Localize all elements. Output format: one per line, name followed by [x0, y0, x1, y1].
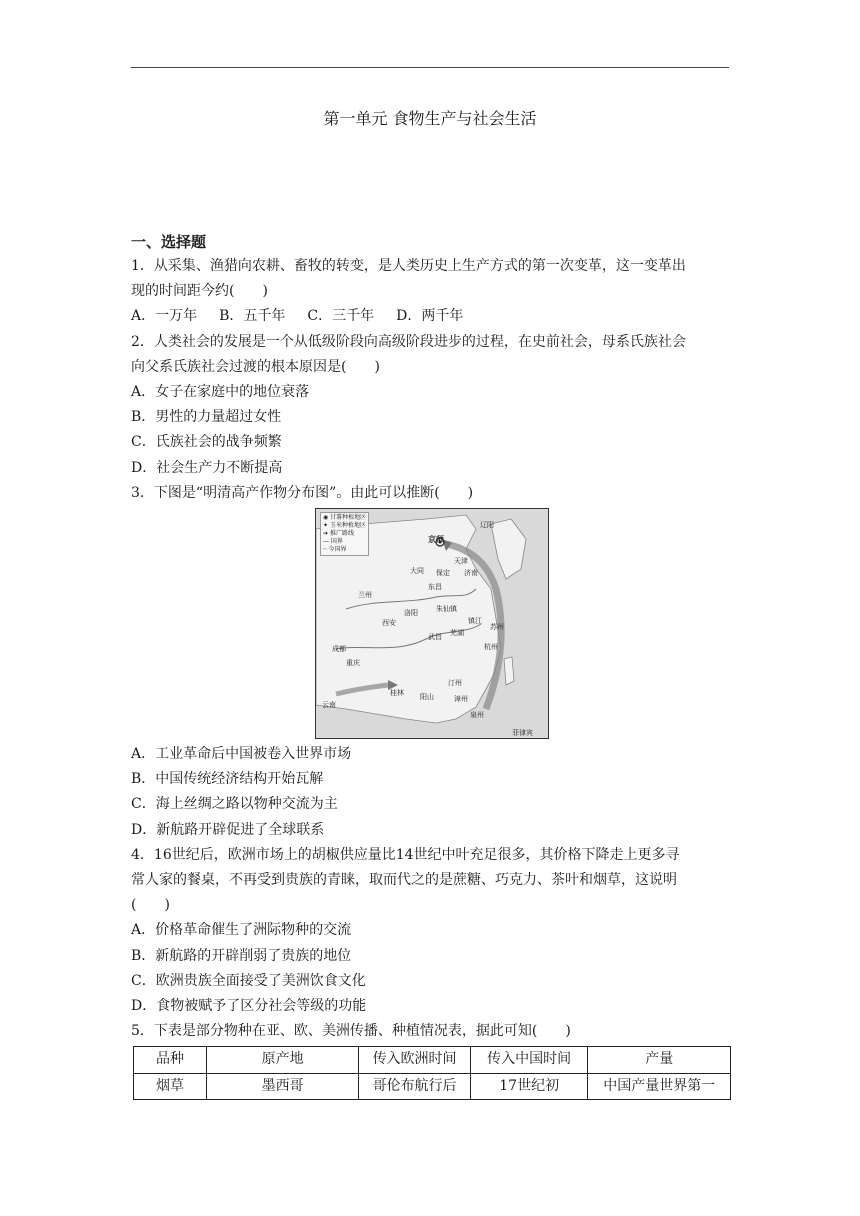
option-a: A．女子在家庭中的地位衰落: [131, 384, 310, 401]
section-heading: 一、选择题: [131, 233, 207, 251]
option-b: B．五千年: [219, 308, 286, 325]
question-5: [131, 1019, 731, 1100]
place-label: 兰州: [358, 591, 372, 600]
question-3: [131, 481, 731, 843]
option-c: C．氏族社会的战争频繁: [131, 434, 282, 451]
sweet-potato-icon: ◉: [323, 514, 329, 522]
question-1: [131, 254, 731, 330]
place-label: 保定: [436, 569, 450, 578]
place-label: 大同: [410, 567, 424, 576]
crop-distribution-map: [315, 508, 549, 739]
option-c: C．欧洲贵族全面接受了美洲饮食文化: [131, 972, 366, 989]
map-legend: [320, 512, 369, 556]
place-label: 阳山: [420, 693, 434, 702]
species-table: [133, 1046, 731, 1099]
legend-border: — 国界: [323, 538, 343, 546]
question-stem: 2．人类社会的发展是一个从低级阶段向高级阶段进步的过程，在史前社会，母系氏族社会: [131, 333, 686, 350]
place-label: 漳州: [454, 695, 468, 704]
place-label: 济南: [464, 569, 478, 578]
place-label: 汀州: [448, 679, 462, 688]
place-label: 苏州: [490, 623, 504, 632]
place-label: 芜湖: [450, 629, 464, 638]
place-label: 天津: [454, 557, 468, 566]
place-label: 泉州: [470, 711, 484, 720]
question-4: [131, 843, 731, 1019]
place-label: 菲律宾: [512, 729, 533, 738]
question-stem: 常人家的餐桌，不再受到贵族的青睐，取而代之的是蔗糖、巧克力、茶叶和烟草，这说明: [131, 872, 677, 889]
question-2: [131, 330, 731, 481]
question-stem: 3．下图是“明清高产作物分布图”。由此可以推断( ): [131, 484, 474, 501]
option-d: D．两千年: [396, 308, 464, 325]
table-cell: 哥伦布航行后: [359, 1073, 471, 1099]
table-row: [134, 1073, 731, 1099]
corn-icon: ✦: [323, 522, 329, 530]
question-stem: 现的时间距今约( ): [131, 283, 268, 300]
border-line-icon: —: [323, 538, 329, 546]
modern-border-icon: ┄: [323, 546, 327, 554]
question-stem: 向父系氏族社会过渡的根本原因是( ): [131, 358, 380, 375]
place-label: 东昌: [428, 583, 442, 592]
option-b: B．中国传统经济结构开始瓦解: [131, 771, 324, 788]
table-cell: 墨西哥: [207, 1073, 359, 1099]
place-label: 朱仙镇: [436, 605, 457, 614]
place-label: 西安: [382, 619, 396, 628]
option-d: D．社会生产力不断提高: [131, 459, 283, 476]
place-label: 洛阳: [404, 609, 418, 618]
option-b: B．新航路的开辟削弱了贵族的地位: [131, 947, 352, 964]
table-cell: 中国产量世界第一: [588, 1073, 731, 1099]
question-content: [131, 230, 731, 1100]
place-label: 武昌: [428, 633, 442, 642]
table-header: 传入欧洲时间: [359, 1047, 471, 1073]
question-stem: 1．从采集、渔猎向农耕、畜牧的转变，是人类历史上生产方式的第一次变革，这一变革出: [131, 258, 686, 274]
page-title: 第一单元 食物生产与社会生活: [323, 109, 537, 128]
option-d: D．食物被赋予了区分社会等级的功能: [131, 998, 367, 1015]
option-c: C．三千年: [307, 308, 375, 325]
question-stem: ( ): [131, 897, 170, 914]
legend-route: ➔ 推广路线: [323, 530, 354, 538]
legend-modern-border: ┄ 今国界: [323, 546, 347, 554]
place-label: 杭州: [484, 643, 498, 652]
place-label: 辽阳: [480, 521, 494, 530]
table-header: 原产地: [207, 1047, 359, 1073]
route-arrow-icon: ➔: [323, 530, 329, 538]
table-header-row: [134, 1047, 731, 1073]
option-b: B．男性的力量超过女性: [131, 409, 282, 426]
place-label: 成都: [332, 645, 346, 654]
options-row: [131, 304, 731, 329]
table-header: 传入中国时间: [470, 1047, 588, 1073]
place-label: 云南: [322, 701, 336, 710]
question-stem: 5．下表是部分物种在亚、欧、美洲传播、种植情况表，据此可知( ): [131, 1023, 571, 1040]
place-label: 重庆: [346, 659, 360, 668]
legend-sweet-potato: ◉ 甘薯种植地区: [323, 514, 367, 522]
header-rule: [131, 67, 729, 68]
place-label: 京师: [428, 535, 444, 545]
table-cell: 17世纪初: [470, 1073, 588, 1099]
legend-corn: ✦ 玉米种植地区: [323, 522, 366, 530]
question-stem: 4．16世纪后，欧洲市场上的胡椒供应量比14世纪中叶充足很多，其价格下降走上更多寻: [131, 846, 680, 863]
option-d: D．新航路开辟促进了全球联系: [131, 821, 325, 838]
option-a: A．价格革命催生了洲际物种的交流: [131, 922, 352, 939]
place-label: 镇江: [468, 617, 482, 626]
place-label: 桂林: [390, 689, 404, 698]
table-header: 产量: [588, 1047, 731, 1073]
table-header: 品种: [134, 1047, 207, 1073]
option-a: A．工业革命后中国被卷入世界市场: [131, 746, 352, 763]
option-a: A．一万年: [131, 308, 198, 325]
option-c: C．海上丝绸之路以物种交流为主: [131, 796, 338, 813]
table-cell: 烟草: [134, 1073, 207, 1099]
